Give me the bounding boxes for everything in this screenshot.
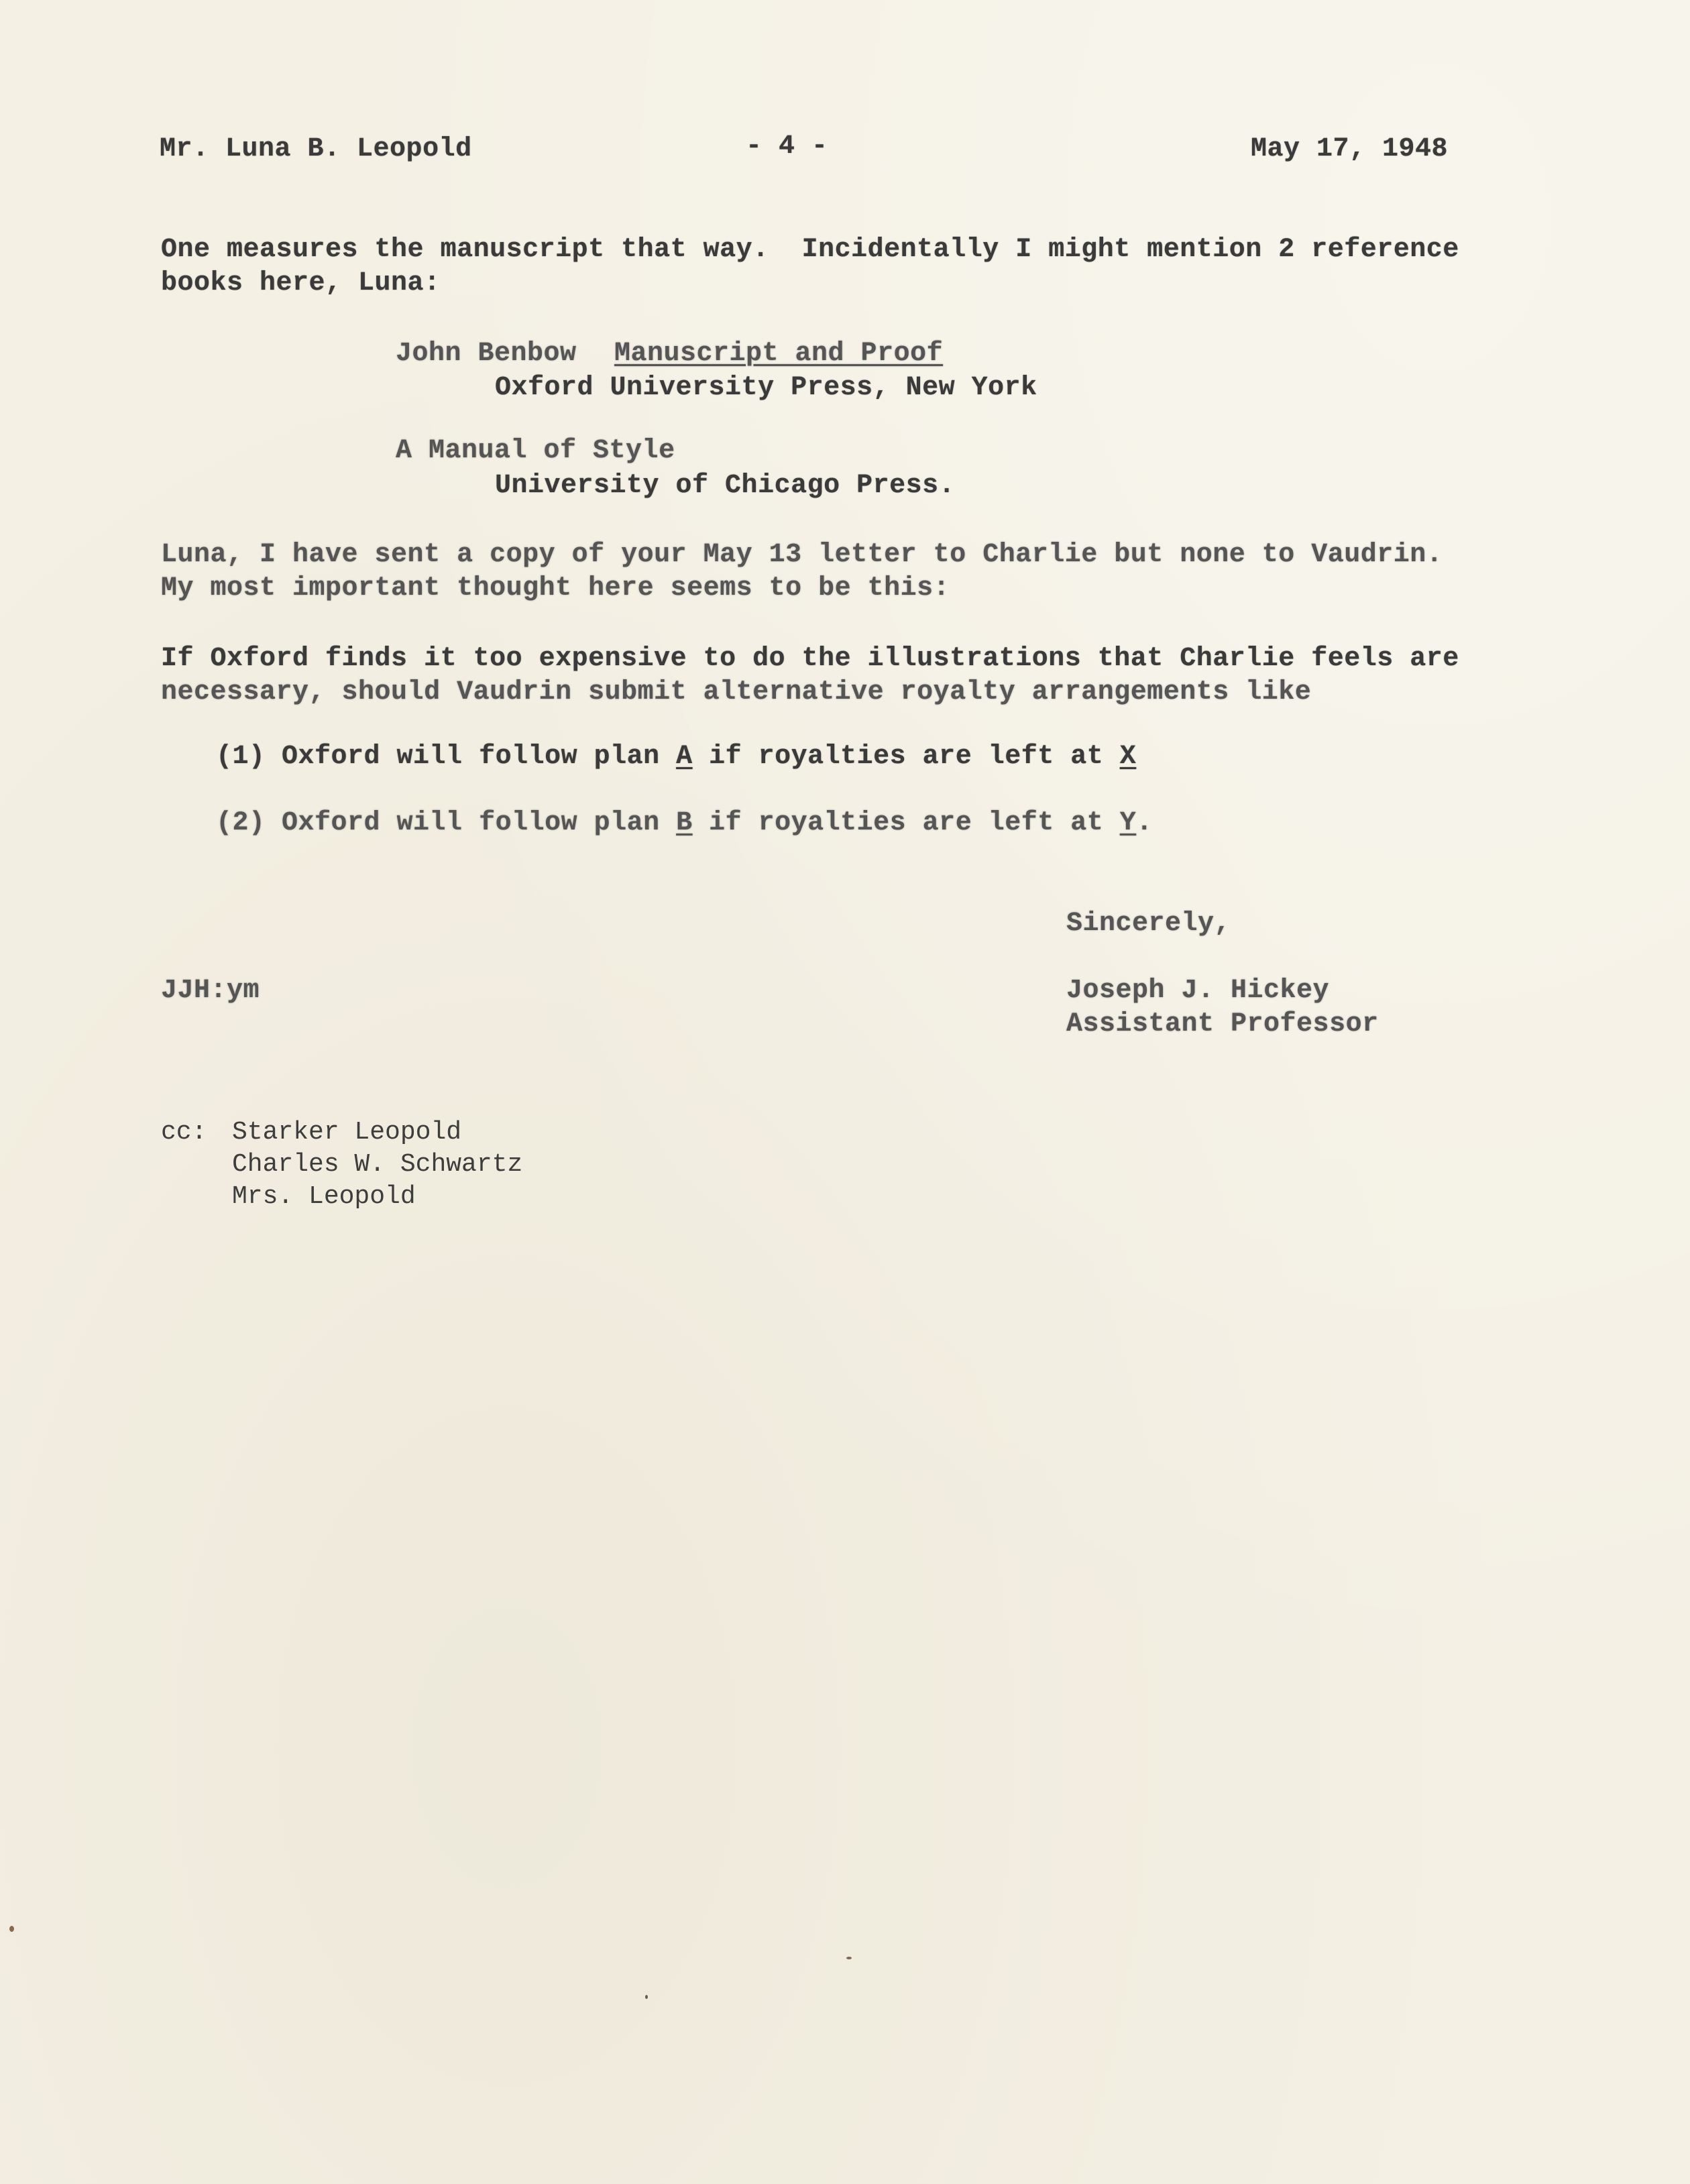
list-item-2-middle: if royalties are left at (692, 808, 1120, 838)
paper-speck (645, 1995, 648, 1999)
list-item-2-value: Y (1119, 808, 1137, 838)
reference-1-author: John Benbow (396, 339, 577, 369)
cc-name-1: Starker Leopold (232, 1118, 462, 1147)
salutation: Sincerely, (1066, 909, 1231, 939)
signer-title: Assistant Professor (1066, 1009, 1379, 1039)
paragraph-1-line-1: One measures the manuscript that way. Incidentally I might mention 2 reference (161, 235, 1459, 265)
reference-2-publisher: University of Chicago Press. (495, 471, 956, 501)
list-item-1-prefix: (1) Oxford will follow plan (216, 742, 677, 772)
cc-name-2: Charles W. Schwartz (232, 1150, 523, 1179)
list-item-2 (216, 808, 1153, 838)
addressee: Mr. Luna B. Leopold (160, 134, 472, 164)
signer-name: Joseph J. Hickey (1066, 976, 1330, 1006)
letter-date: May 17, 1948 (1251, 134, 1449, 164)
reference-1-publisher: Oxford University Press, New York (495, 373, 1037, 403)
cc-name-3: Mrs. Leopold (232, 1182, 416, 1211)
page-number: - 4 - (746, 131, 828, 162)
paragraph-3-line-2: necessary, should Vaudrin submit alternative royalty arrangements like (161, 677, 1312, 707)
reference-2-title: A Manual of Style (396, 436, 675, 466)
list-item-1-plan: A (676, 742, 693, 772)
list-item-2-plan: B (676, 808, 693, 838)
list-item-1-middle: if royalties are left at (692, 742, 1120, 772)
list-item-2-end: . (1136, 808, 1153, 838)
paper-speck (9, 1926, 14, 1932)
cc-label: cc: (161, 1118, 207, 1147)
list-item-1 (216, 742, 1136, 772)
paragraph-2-line-1: Luna, I have sent a copy of your May 13 letter to Charlie but none to Vaudrin. (161, 540, 1443, 570)
paragraph-1-line-2: books here, Luna: (161, 268, 441, 298)
paragraph-3-line-1: If Oxford finds it too expensive to do the illustrations that Charlie feels are (161, 644, 1459, 674)
reference-1-title: Manuscript and Proof (614, 339, 944, 369)
list-item-2-prefix: (2) Oxford will follow plan (216, 808, 677, 838)
paper-speck (846, 1957, 852, 1959)
paragraph-2-line-2: My most important thought here seems to be this: (161, 573, 950, 604)
typist-initials: JJH:ym (161, 976, 260, 1006)
list-item-1-value: X (1119, 742, 1137, 772)
